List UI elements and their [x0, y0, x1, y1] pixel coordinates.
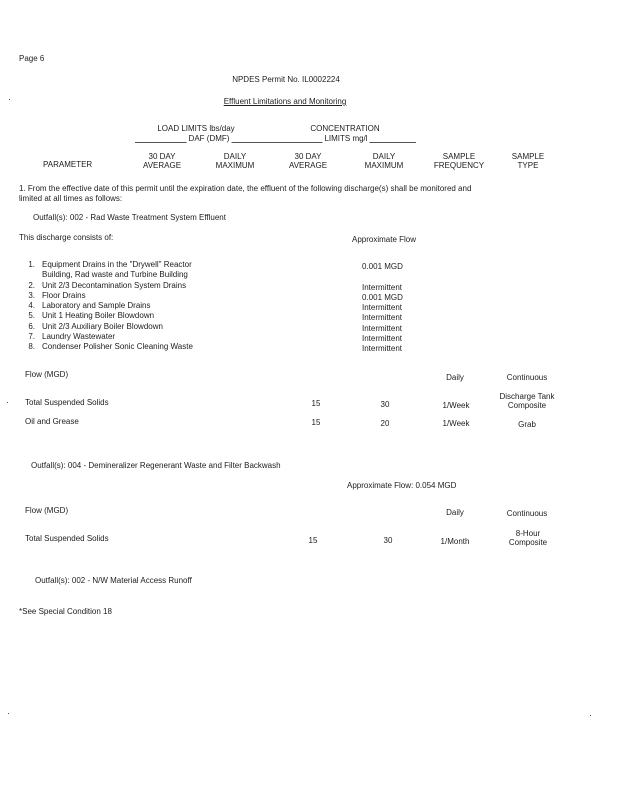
- discharge-item-num: 3.: [28, 290, 35, 300]
- discharge-item-num: 8.: [28, 342, 35, 352]
- table1-og-max: 20: [380, 419, 390, 428]
- table1-tss-parameter: Total Suspended Solids: [25, 398, 109, 407]
- approx-flow-label: Approximate Flow: [352, 235, 417, 244]
- discharge-item-num: 7.: [28, 332, 35, 342]
- table1-flow-frequency: Daily: [446, 373, 464, 382]
- discharge-item-flow: Intermittent: [362, 282, 403, 292]
- table2-tss-frequency: 1/Month: [440, 537, 470, 546]
- discharge-item-flow: Intermittent: [362, 313, 403, 323]
- table2-tss-type: 8-Hour Composite: [508, 529, 548, 547]
- table1-tss-avg30: 15: [311, 399, 321, 408]
- discharge-item-flow: 0.001 MGD: [362, 262, 403, 271]
- table2-tss-parameter: Total Suspended Solids: [25, 534, 109, 543]
- discharge-item-text: Floor Drains: [42, 290, 86, 300]
- table2-flow-type: Continuous: [506, 509, 548, 518]
- discharge-item-numbers: [27, 260, 35, 353]
- discharge-item-num: 5.: [28, 311, 35, 321]
- discharge-item-text: Equipment Drains in the "Drywell" Reactor Building, Rad waste and Turbine Building: [42, 260, 192, 280]
- discharge-item-text: Unit 2/3 Auxiliary Boiler Blowdown: [42, 321, 163, 331]
- col-sample-type: SAMPLE TYPE: [511, 152, 545, 170]
- page-label: Page 6: [19, 54, 45, 63]
- outfall-1-title: Outfall(s): 002 - Rad Waste Treatment System Effluent: [33, 213, 226, 222]
- col-30day-avg-conc: 30 DAY AVERAGE: [288, 152, 328, 170]
- discharge-item-texts: [42, 260, 193, 353]
- outfall-2-title: Outfall(s): 004 - Demineralizer Regenerant Waste and Filter Backwash: [31, 461, 281, 470]
- table1-og-frequency: 1/Week: [442, 419, 470, 428]
- col-parameter: PARAMETER: [43, 160, 93, 169]
- discharge-item-text: Laboratory and Sample Drains: [42, 301, 151, 311]
- permit-title: NPDES Permit No. IL0002224: [232, 75, 340, 84]
- table1-flow-type: Continuous: [506, 373, 548, 382]
- load-limits-subtitle: DAF (DMF): [188, 134, 230, 143]
- discharge-item-flow: Intermittent: [362, 344, 403, 354]
- discharge-item-text: Laundry Wastewater: [42, 332, 116, 342]
- discharge-item-text: Unit 1 Heating Boiler Blowdown: [42, 311, 155, 321]
- table1-og-type: Grab: [518, 420, 536, 429]
- scan-speck: [7, 402, 8, 403]
- discharge-item-num: 2.: [28, 280, 35, 290]
- discharge-item-flow: Intermittent: [362, 323, 403, 333]
- discharge-item-num: 6.: [28, 321, 35, 331]
- outfall-3-title: Outfall(s): 002 - N/W Material Access Runoff: [35, 576, 192, 585]
- discharge-item-text: Condenser Polisher Sonic Cleaning Waste: [42, 342, 193, 352]
- scan-speck: [8, 713, 9, 714]
- table1-tss-type: Discharge Tank Composite: [499, 392, 555, 410]
- discharge-item-flow: 0.001 MGD: [362, 292, 403, 302]
- discharge-item-num: 4.: [28, 301, 35, 311]
- table2-tss-avg30: 15: [308, 536, 318, 545]
- table2-flow-frequency: Daily: [446, 508, 464, 517]
- concentration-title: CONCENTRATION: [310, 124, 380, 133]
- discharge-item-text: Unit 2/3 Decontamination System Drains: [42, 280, 187, 290]
- footnote: *See Special Condition 18: [19, 607, 112, 616]
- col-30day-avg-load: 30 DAY AVERAGE: [142, 152, 182, 170]
- table1-tss-max: 30: [380, 400, 390, 409]
- col-daily-max-load: DAILY MAXIMUM: [215, 152, 255, 170]
- table1-flow-parameter: Flow (MGD): [25, 370, 69, 379]
- discharge-item-flows: [362, 262, 403, 355]
- table1-og-avg30: 15: [311, 418, 321, 427]
- approx-flow-2: Approximate Flow: 0.054 MGD: [347, 481, 457, 490]
- table1-og-parameter: Oil and Grease: [25, 417, 79, 426]
- scan-speck: [9, 99, 10, 100]
- table2-tss-max: 30: [383, 536, 393, 545]
- discharge-item-flow: Intermittent: [362, 303, 403, 313]
- table2-flow-parameter: Flow (MGD): [25, 506, 69, 515]
- scan-speck: [590, 715, 591, 716]
- concentration-subtitle: LIMITS mg/l: [324, 134, 368, 143]
- consists-label: This discharge consists of:: [19, 233, 114, 242]
- discharge-item-flow: Intermittent: [362, 334, 403, 344]
- load-limits-title: LOAD LIMITS lbs/day: [157, 124, 235, 133]
- discharge-item-num: 1.: [28, 260, 35, 269]
- col-daily-max-conc: DAILY MAXIMUM: [364, 152, 404, 170]
- section-subtitle: Effluent Limitations and Monitoring: [223, 97, 347, 106]
- col-sample-frequency: SAMPLE FREQUENCY: [433, 152, 485, 170]
- table1-tss-frequency: 1/Week: [442, 401, 470, 410]
- intro-paragraph: 1. From the effective date of this permit until the expiration date, the effluent of the following discharge(s) shall be monitored and limited at all times as follows:: [19, 184, 472, 203]
